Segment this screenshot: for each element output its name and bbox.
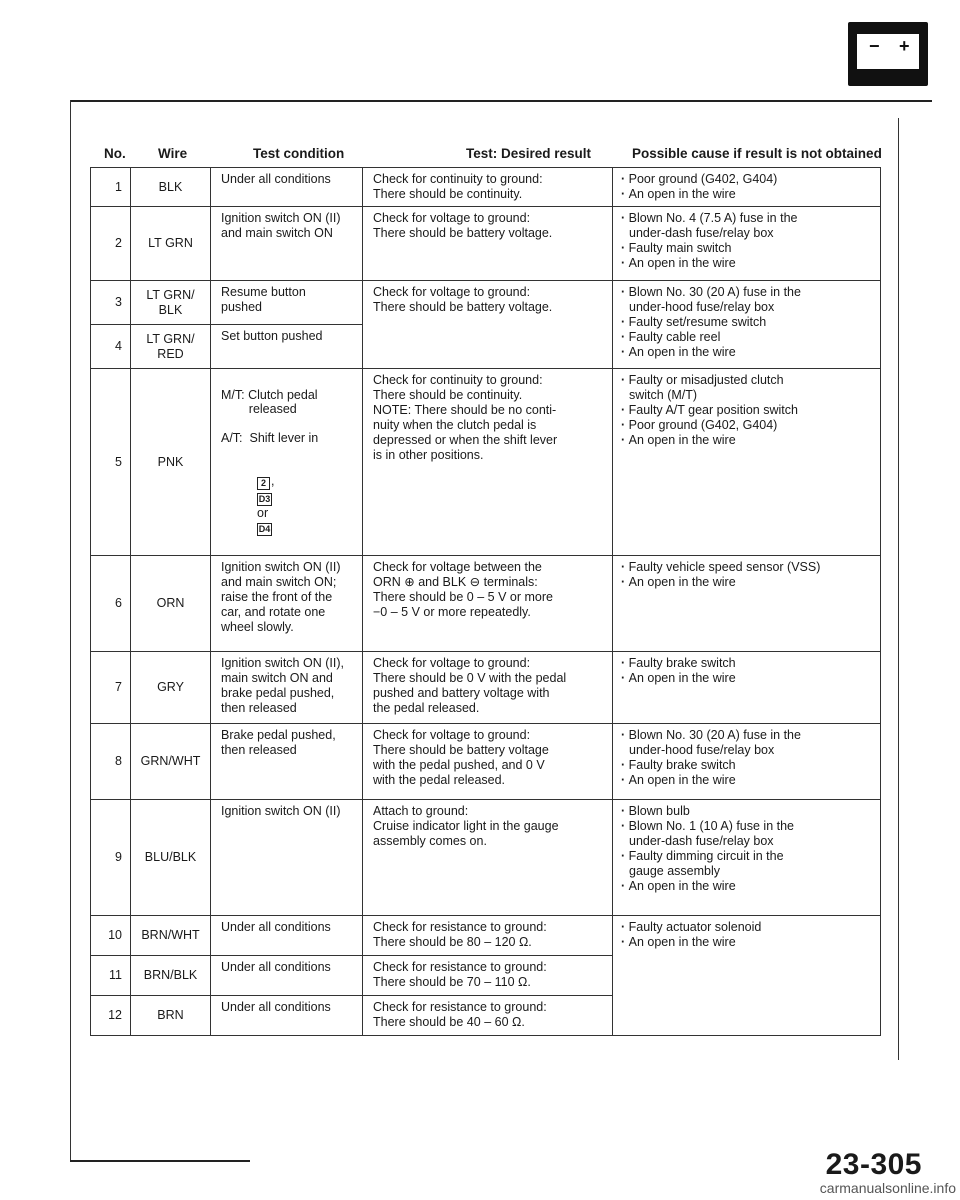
row-number: 12 xyxy=(91,996,131,1036)
cause-item: · An open in the wire xyxy=(621,256,874,271)
desired-result: Check for continuity to ground: There should be continuity. xyxy=(363,168,613,207)
cause-item: · Faulty actuator solenoid xyxy=(621,920,874,935)
wire-test-table xyxy=(90,167,881,1036)
desired-result: Check for resistance to ground: There should be 80 – 120 Ω. xyxy=(363,916,613,956)
frame-right-rule xyxy=(898,118,899,1060)
wire-color: BLK xyxy=(131,168,211,207)
bottom-rule xyxy=(70,1160,250,1162)
wire-color: BRN/BLK xyxy=(131,956,211,996)
frame-left-rule xyxy=(70,100,71,1162)
desired-result: Check for voltage to ground: There should be battery voltage. xyxy=(363,281,613,369)
top-rule xyxy=(70,100,932,102)
possible-causes xyxy=(613,168,881,207)
header-test-condition: Test condition xyxy=(253,146,345,161)
row-number: 8 xyxy=(91,724,131,800)
condition-mt: M/T: Clutch pedal released xyxy=(221,388,318,416)
wire-color: GRY xyxy=(131,652,211,724)
cause-item: · Faulty or misadjusted clutch switch (M/T) xyxy=(621,373,874,403)
table-row xyxy=(91,916,881,956)
cause-item: · Faulty brake switch xyxy=(621,758,874,773)
possible-causes xyxy=(613,652,881,724)
desired-result: Check for continuity to ground: There should be continuity. NOTE: There should be no conti- nuity when the clutch pedal is depressed or when the shift lever is in other positions. xyxy=(363,369,613,556)
possible-causes xyxy=(613,556,881,652)
possible-causes xyxy=(613,207,881,281)
cause-item: · An open in the wire xyxy=(621,879,874,894)
cause-item: · Faulty brake switch xyxy=(621,656,874,671)
desired-result: Attach to ground: Cruise indicator light in the gauge assembly comes on. xyxy=(363,800,613,916)
gear-or: or xyxy=(257,506,269,520)
test-condition: Under all conditions xyxy=(211,168,363,207)
cause-item: · Faulty main switch xyxy=(621,241,874,256)
cause-item: · An open in the wire xyxy=(621,433,874,448)
gear-2-icon: 2 xyxy=(257,477,270,490)
cause-item: · An open in the wire xyxy=(621,773,874,788)
row-number: 7 xyxy=(91,652,131,724)
test-condition: Ignition switch ON (II), main switch ON and brake pedal pushed, then released xyxy=(211,652,363,724)
desired-result: Check for voltage between the ORN ⊕ and BLK ⊖ terminals: There should be 0 – 5 V or more −0 – 5 V or more repeatedly. xyxy=(363,556,613,652)
desired-result: Check for voltage to ground: There should be battery voltage. xyxy=(363,207,613,281)
desired-result: Check for resistance to ground: There should be 70 – 110 Ω. xyxy=(363,956,613,996)
condition-at: A/T: Shift lever in xyxy=(221,431,319,445)
battery-minus-icon: − xyxy=(869,36,880,56)
test-condition: Ignition switch ON (II) xyxy=(211,800,363,916)
test-condition: Under all conditions xyxy=(211,956,363,996)
cause-item: · Blown No. 4 (7.5 A) fuse in the under-dash fuse/relay box xyxy=(621,211,874,241)
test-condition: Under all conditions xyxy=(211,996,363,1036)
wire-color: BRN xyxy=(131,996,211,1036)
desired-result: Check for voltage to ground: There should be 0 V with the pedal pushed and battery voltage with the pedal released. xyxy=(363,652,613,724)
row-number: 11 xyxy=(91,956,131,996)
possible-causes xyxy=(613,916,881,1036)
table-row xyxy=(91,207,881,281)
watermark: carmanualsonline.info xyxy=(819,1180,956,1196)
table-row xyxy=(91,168,881,207)
test-condition: Set button pushed xyxy=(211,325,363,369)
cause-item: · Blown bulb xyxy=(621,804,874,819)
wire-color: BLU/BLK xyxy=(131,800,211,916)
table-row xyxy=(91,800,881,916)
cause-item: · Blown No. 1 (10 A) fuse in the under-dash fuse/relay box xyxy=(621,819,874,849)
wire-color: LT GRN/ RED xyxy=(131,325,211,369)
row-number: 5 xyxy=(91,369,131,556)
row-number: 10 xyxy=(91,916,131,956)
battery-plus-icon: + xyxy=(899,36,910,56)
header-desired-result: Test: Desired result xyxy=(466,146,592,161)
desired-result: Check for resistance to ground: There should be 40 – 60 Ω. xyxy=(363,996,613,1036)
possible-causes xyxy=(613,369,881,556)
gear-d3-icon: D3 xyxy=(258,494,271,504)
page-number: 23-305 xyxy=(825,1148,922,1181)
table-row xyxy=(91,369,881,556)
cause-item: · An open in the wire xyxy=(621,671,874,686)
possible-causes xyxy=(613,800,881,916)
test-condition: Under all conditions xyxy=(211,916,363,956)
table-row xyxy=(91,652,881,724)
desired-result: Check for voltage to ground: There should be battery voltage with the pedal pushed, and 0 V with the pedal released. xyxy=(363,724,613,800)
cause-item: · Blown No. 30 (20 A) fuse in the under-hood fuse/relay box xyxy=(621,728,874,758)
gear-d4-icon: D4 xyxy=(258,524,271,534)
cause-item: · Faulty dimming circuit in the gauge assembly xyxy=(621,849,874,879)
cause-item: · An open in the wire xyxy=(621,935,874,950)
cause-item: · Faulty vehicle speed sensor (VSS) xyxy=(621,560,874,575)
test-condition xyxy=(211,369,363,556)
possible-causes xyxy=(613,724,881,800)
test-condition: Resume button pushed xyxy=(211,281,363,325)
cause-item: · An open in the wire xyxy=(621,187,874,202)
wire-color: ORN xyxy=(131,556,211,652)
cause-item: · Poor ground (G402, G404) xyxy=(621,418,874,433)
cause-item: · Poor ground (G402, G404) xyxy=(621,172,874,187)
wire-color: PNK xyxy=(131,369,211,556)
wire-color: LT GRN xyxy=(131,207,211,281)
test-condition: Brake pedal pushed, then released xyxy=(211,724,363,800)
gear-positions: 2 , D3 or D4 xyxy=(257,474,275,534)
cause-item: · An open in the wire xyxy=(621,345,874,360)
test-condition: Ignition switch ON (II) and main switch ON; raise the front of the car, and rotate one wheel slowly. xyxy=(211,556,363,652)
wire-color: LT GRN/ BLK xyxy=(131,281,211,325)
possible-causes xyxy=(613,281,881,369)
cause-item: · Blown No. 30 (20 A) fuse in the under-hood fuse/relay box xyxy=(621,285,874,315)
cause-item: · An open in the wire xyxy=(621,575,874,590)
cause-item: · Faulty A/T gear position switch xyxy=(621,403,874,418)
row-number: 4 xyxy=(91,325,131,369)
battery-icon-face xyxy=(857,34,919,69)
row-number: 2 xyxy=(91,207,131,281)
header-wire: Wire xyxy=(158,146,188,161)
row-number: 9 xyxy=(91,800,131,916)
wire-color: BRN/WHT xyxy=(131,916,211,956)
wire-color: GRN/WHT xyxy=(131,724,211,800)
table-row xyxy=(91,556,881,652)
test-condition: Ignition switch ON (II) and main switch ON xyxy=(211,207,363,281)
row-number: 6 xyxy=(91,556,131,652)
cause-item: · Faulty cable reel xyxy=(621,330,874,345)
header-no: No. xyxy=(104,146,126,161)
row-number: 1 xyxy=(91,168,131,207)
cause-item: · Faulty set/resume switch xyxy=(621,315,874,330)
table-row xyxy=(91,281,881,325)
row-number: 3 xyxy=(91,281,131,325)
battery-icon xyxy=(848,22,928,86)
table-row xyxy=(91,724,881,800)
header-possible-cause: Possible cause if result is not obtained xyxy=(632,146,882,161)
